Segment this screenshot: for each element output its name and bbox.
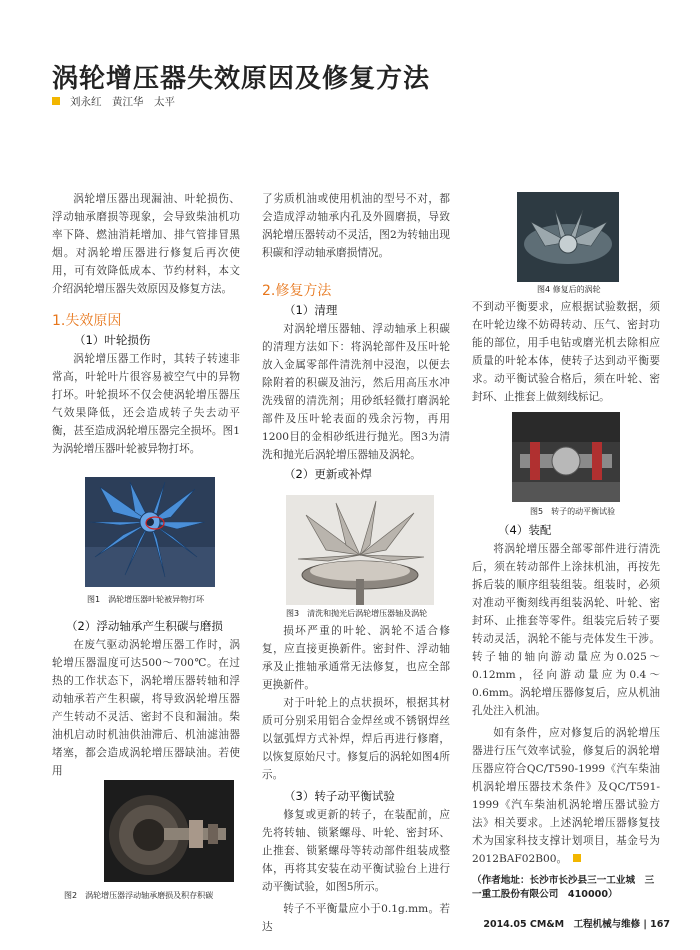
test-paragraph — [472, 724, 660, 868]
figure-2-image — [104, 780, 234, 882]
column-1 — [52, 190, 240, 458]
page-footer: 2014.05 CM&M 工程机械与维修 | 167 — [483, 919, 670, 930]
clean-paragraph: 对涡轮增压器轴、浮动轴承上积碳的清理方法如下：将涡轮部件及压叶轮放入金属零部件清洗剂中浸泡，以便去除附着的积碳及油污，然后用高压水冲洗残留的清洗剂；用砂纸轻微打磨涡轮部件及压叶轮表面的残余污物，再用1200目的金相砂纸进行抛光。图3为清洗和抛光后涡轮增压器轴及涡轮。 — [262, 323, 450, 461]
author-address: （作者地址：长沙市长沙县三一工业城 三一重工股份有限公司 410000） — [472, 875, 655, 900]
authors-marker-icon — [52, 97, 60, 105]
figure-3-caption: 图3 清洗和抛光后涡轮增压器轴及涡轮 — [286, 609, 428, 618]
column-3-lower — [472, 520, 660, 902]
section-heading-repair: 2.修复方法 — [262, 283, 332, 299]
weld-paragraph-1: 损坏严重的叶轮、涡轮不适合修复，应直接更换新件。密封件、浮动轴承及止推轴承通常无法修复，也应全部更换新件。 — [262, 625, 450, 691]
figure-1-image — [85, 477, 215, 587]
subheading-clean: （1）清理 — [284, 303, 338, 317]
authors-line — [52, 94, 175, 109]
authors-text: 刘永红 黄江华 太平 — [70, 96, 175, 108]
figure-5-caption: 图5 转子的动平衡试验 — [530, 507, 616, 516]
subheading-weld: （2）更新或补焊 — [284, 467, 372, 481]
blade-paragraph: 涡轮增压器工作时，其转子转速非常高，叶轮叶片很容易被空气中的异物打坏。叶轮损坏不仅会使涡轮增压器压气效果降低，还会造成转子失去动平衡，甚至造成涡轮增压器完全损坏。图1为涡轮增压器叶轮被异物打坏。 — [52, 353, 240, 455]
test-paragraph-text: 如有条件，应对修复后的涡轮增压器进行压气效率试验，修复后的涡轮增压器应符合QC/T590-1999《汽车柴油机涡轮增压器技术条件》及QC/T591-1999《汽车柴油机涡轮增压器试验方法》相关要求。上述涡轮增压器修复技术为国家科技支撑计划项目，基金号为2012BAF02B00。 — [472, 727, 660, 865]
column-3 — [472, 298, 660, 406]
subheading-balance: （3）转子动平衡试验 — [284, 789, 395, 803]
assembly-paragraph: 将涡轮增压器全部零部件进行清洗后，须在转动部件上涂抹机油，再按先拆后装的顺序组装组装。组装时，必须对准动平衡刻线再组装涡轮、叶轮、密封环、止推套等零件。组装完后转子要转动灵活，涡轮不能与壳体发生干涉。转子轴的轴向游动量应为0.025～0.12mm，径向游动量应为0.4～0.6mm。涡轮增压器修复后，应从机油孔处注入机油。 — [472, 543, 660, 717]
figure-1-caption: 图1 涡轮增压器叶轮被异物打坏 — [87, 595, 205, 604]
subheading-assembly: （4）装配 — [498, 523, 552, 537]
col2-continuation: 了劣质机油或使用机油的型号不对，都会造成浮动轴承内孔及外圆磨损，导致涡轮增压器转动不灵活，图2为转轴出现积碳和浮动轴承磨损情况。 — [262, 193, 450, 259]
article-title: 涡轮增压器失效原因及修复方法 — [52, 64, 431, 94]
section-heading-cause: 1.失效原因 — [52, 313, 122, 329]
subheading-blade: （1）叶轮损伤 — [74, 333, 151, 347]
intro-paragraph: 涡轮增压器出现漏油、叶轮损伤、浮动轴承磨损等现象，会导致柴油机功率下降、燃油消耗增加、排气管排冒黑烟。对涡轮增压器进行修复后再次使用，可有效降低成本、节约材料，本文介绍涡轮增压器失效原因及修复方法。 — [52, 193, 240, 295]
balance-paragraph: 修复或更新的转子，在装配前，应先将转轴、锁紧螺母、叶轮、密封环、止推套、锁紧螺母等转动部件组装成整体，再将其安装在动平衡试验台上进行动平衡试验，如图5所示。 — [262, 809, 450, 893]
figure-4-image — [517, 192, 619, 282]
col3-continuation: 不到动平衡要求，应根据试验数据，须在叶轮边缘不妨碍转动、压气、密封功能的部位，用手电钻或磨光机去除相应质量的叶轮本体，使转子达到动平衡要求。动平衡试验合格后，须在叶轮、密封环、止推套上做刻线标记。 — [472, 301, 660, 403]
column-2 — [262, 190, 450, 484]
weld-paragraph-2: 对于叶轮上的点状损坏，根据其材质可分别采用铝合金焊丝或不锈钢焊丝以氩弧焊方式补焊，焊后再进行修磨，以恢复原始尺寸。修复后的涡轮如图4所示。 — [262, 697, 450, 781]
column-2-lower — [262, 622, 450, 936]
figure-4-caption: 图4 修复后的涡轮 — [537, 285, 601, 294]
end-marker-icon — [573, 854, 581, 862]
bearing-paragraph: 在废气驱动涡轮增压器工作时，涡轮增压器温度可达500～700℃。在过热的工作状态下，涡轮增压器转轴和浮动轴承若产生积碳，将导致涡轮增压器产生转动不灵活、密封不良和漏油。柴油机启动时机油供油滞后、机油滤油器堵塞，都会造成涡轮增压器缺油。若使用 — [52, 639, 240, 777]
figure-2-caption: 图2 涡轮增压器浮动轴承磨损及积存积碳 — [64, 891, 214, 900]
subheading-bearing: （2）浮动轴承产生积碳与磨损 — [66, 619, 223, 633]
balance-paragraph-2: 转子不平衡量应小于0.1g.mm。若达 — [262, 903, 450, 933]
column-1-lower — [52, 616, 240, 780]
figure-3-image — [286, 495, 434, 605]
figure-5-image — [512, 412, 620, 502]
